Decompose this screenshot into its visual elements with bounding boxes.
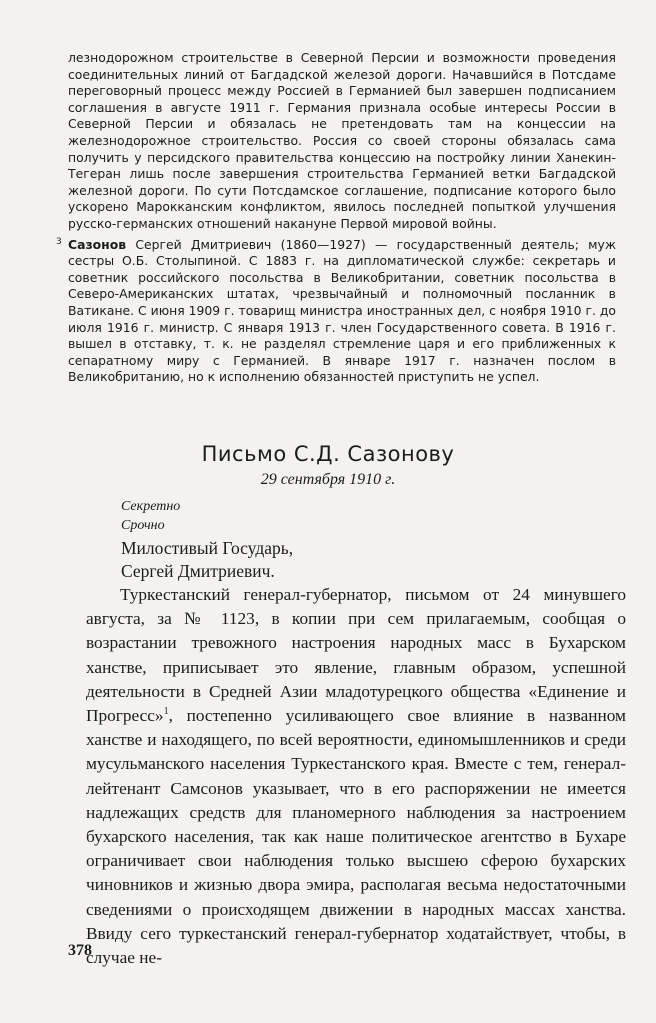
- document-marks: [121, 497, 180, 535]
- page-number: 378: [68, 942, 92, 959]
- letter-text-part-2: , постепенно усиливающего свое влияние в названном ханстве и находящего, по всей вероятности, единомышленников и среди мусульманского населения Туркестанского края. Вместе с тем, генерал-лейтенант Самсонов указывает, что в его распоряжении не имеется надлежащих средств для планомерного наблюдения за настроением бухарского населения, так как наше политическое агентство в Бухаре ограничивает свои наблюдения только высшею сферою бухарских чиновников и жизнью двора эмира, располагая весьма недостаточными сведениями о происходящем движении в народных массах ханства. Ввиду сего туркестанский генерал-губернатор ходатайствует, чтобы, в случае не-: [86, 706, 626, 968]
- document-date: 29 сентября 1910 г.: [260, 471, 396, 488]
- document-title: Письмо С.Д. Сазонову: [201, 442, 455, 466]
- salutation: [121, 537, 293, 583]
- footnote-person-name: Сазонов: [68, 236, 127, 252]
- footnote-number: 3: [56, 236, 62, 247]
- mark-urgent: Срочно: [121, 518, 165, 533]
- salutation-line-1: Милостивый Государь,: [121, 538, 294, 558]
- letter-text-part-1: Туркестанский генерал-губернатор, письмом от 24 минувшего августа, за № 1123, в копии при сем прилагаемым, сообщая о возрастании тревожного настроения народных масс в Бухарском ханстве, приписывает это явление, главным образом, успешной деятельности в Средней Азии младотурецкого общества «Единение и Прогресс»: [86, 585, 626, 726]
- letter-body: [86, 583, 626, 970]
- footnote-3: [56, 236, 616, 386]
- salutation-line-2: Сергей Дмитриевич.: [121, 561, 275, 581]
- footnote-reference: 1: [163, 706, 169, 718]
- footnote-text: Сергей Дмитриевич (1860—1927) — государственный деятель; муж сестры О.Б. Столыпиной. С 1883 г. на дипломатической службе: секретарь и советник российского посольства в Великобритании, советник посольства в Северо-Американских штатах, чрезвычайный и полномочный посланник в Ватикане. С июня 1909 г. товарищ министра иностранных дел, с ноября 1910 г. до июля 1916 г. министр. С января 1913 г. член Государственного совета. В 1916 г. вышел в отставку, т. к. не разделял стремление царя и его приближенных к сепаратному миру с Германией. В январе 1917 г. назначен послом в Великобританию, но к исполнению обязанностей приступить не успел.: [68, 236, 616, 385]
- footnotes-section: [56, 50, 616, 386]
- letter-paragraph: [86, 583, 626, 970]
- footnote-continuation: лезнодорожном строительстве в Северной Персии и возможности проведения соединительных линий от Багдадской железой дороги. Начавшийся в Потсдаме переговорный процесс между Россией в Германией был завершен подписанием соглашения в августе 1911 г. Германия признала особые интересы России в Северной Персии и обязалась не претендовать там на концессии на железнодорожное строительство. Россия со своей стороны обязалась сама получить у персидского правительства концессию на постройку линии Ханекин-Тегеран лишь после завершения строительства Германией ветки Багдадской железной дороги. По сути Потсдамское соглашение, подписание которого было ускорено Марокканским конфликтом, явилось последней попыткой улучшения русско-германских отношений накануне Первой мировой войны.: [68, 50, 616, 231]
- mark-secret: Секретно: [121, 499, 181, 514]
